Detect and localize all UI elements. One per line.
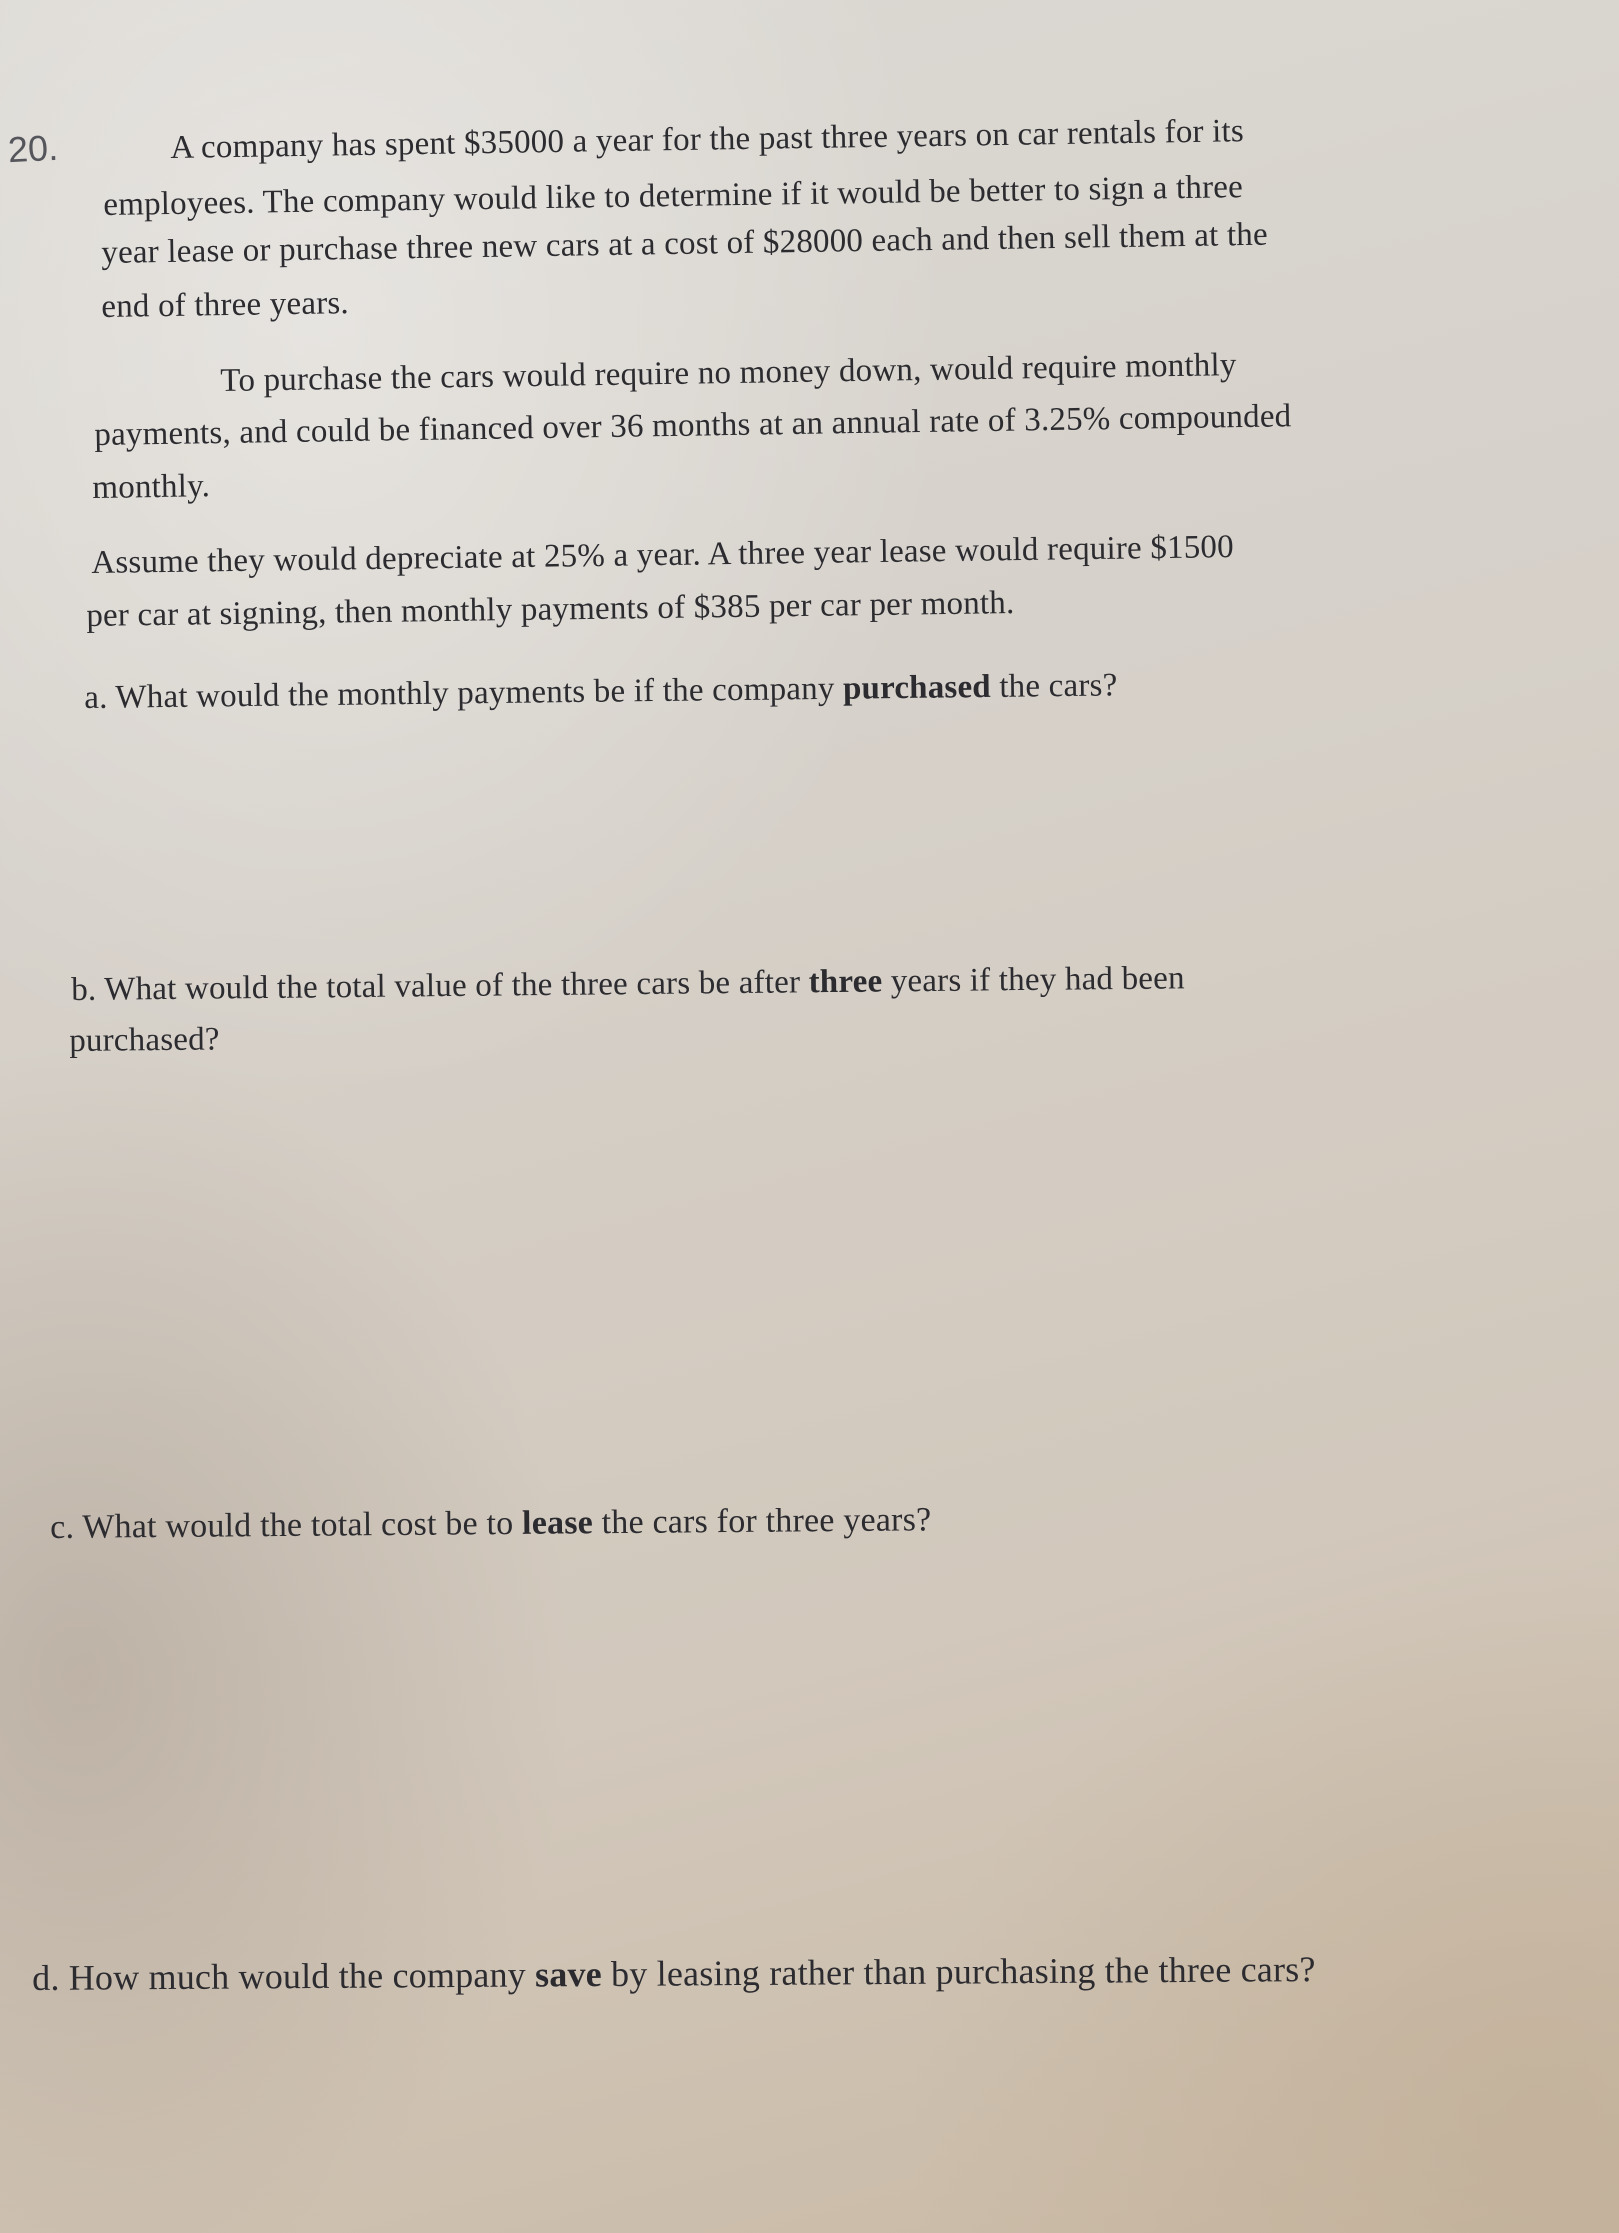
lease-line-2: per car at signing, then monthly payments of $385 per car per month. bbox=[86, 585, 1015, 634]
question-c-emphasis: lease bbox=[521, 1504, 594, 1542]
question-c-text-end: the cars for three years? bbox=[592, 1501, 932, 1542]
question-a-emphasis: purchased bbox=[842, 668, 992, 707]
question-c bbox=[50, 1495, 932, 1552]
question-c-text-start: c. What would the total cost be to bbox=[50, 1504, 523, 1546]
question-b-text-end: years if they had been bbox=[882, 960, 1185, 1000]
purchase-line-2: payments, and could be financed over 36 months at an annual rate of 3.25% compounded bbox=[94, 398, 1292, 453]
question-a-text-start: a. What would the monthly payments be if the company bbox=[84, 670, 844, 716]
question-d-emphasis: save bbox=[534, 1954, 603, 1995]
question-d-text-start: d. How much would the company bbox=[32, 1954, 536, 1998]
question-a-text-end: the cars? bbox=[990, 667, 1118, 705]
intro-line-1: A company has spent $35000 a year for the past three years on car rentals for its bbox=[170, 113, 1245, 166]
question-b-emphasis: three bbox=[808, 963, 883, 1001]
question-b-text-start: b. What would the total value of the three cars be after bbox=[71, 964, 809, 1008]
lease-line-1: Assume they would depreciate at 25% a year. A three year lease would require $1500 bbox=[91, 529, 1235, 581]
intro-line-2: employees. The company would like to determine if it would be better to sign a three bbox=[103, 169, 1244, 223]
question-b-line-2: purchased? bbox=[69, 1021, 220, 1059]
question-b-line-1 bbox=[71, 955, 1185, 1015]
question-a bbox=[84, 662, 1118, 722]
question-d-text-end: by leasing rather than purchasing the three cars? bbox=[601, 1949, 1316, 1995]
intro-line-4: end of three years. bbox=[101, 285, 350, 325]
intro-line-3: year lease or purchase three new cars at a cost of $28000 each and then sell them at the bbox=[101, 216, 1269, 271]
question-d bbox=[32, 1943, 1316, 2004]
purchase-line-1: To purchase the cars would require no money down, would require monthly bbox=[220, 347, 1237, 399]
purchase-line-3: monthly. bbox=[92, 468, 211, 506]
problem-number: 20. bbox=[6, 126, 60, 171]
